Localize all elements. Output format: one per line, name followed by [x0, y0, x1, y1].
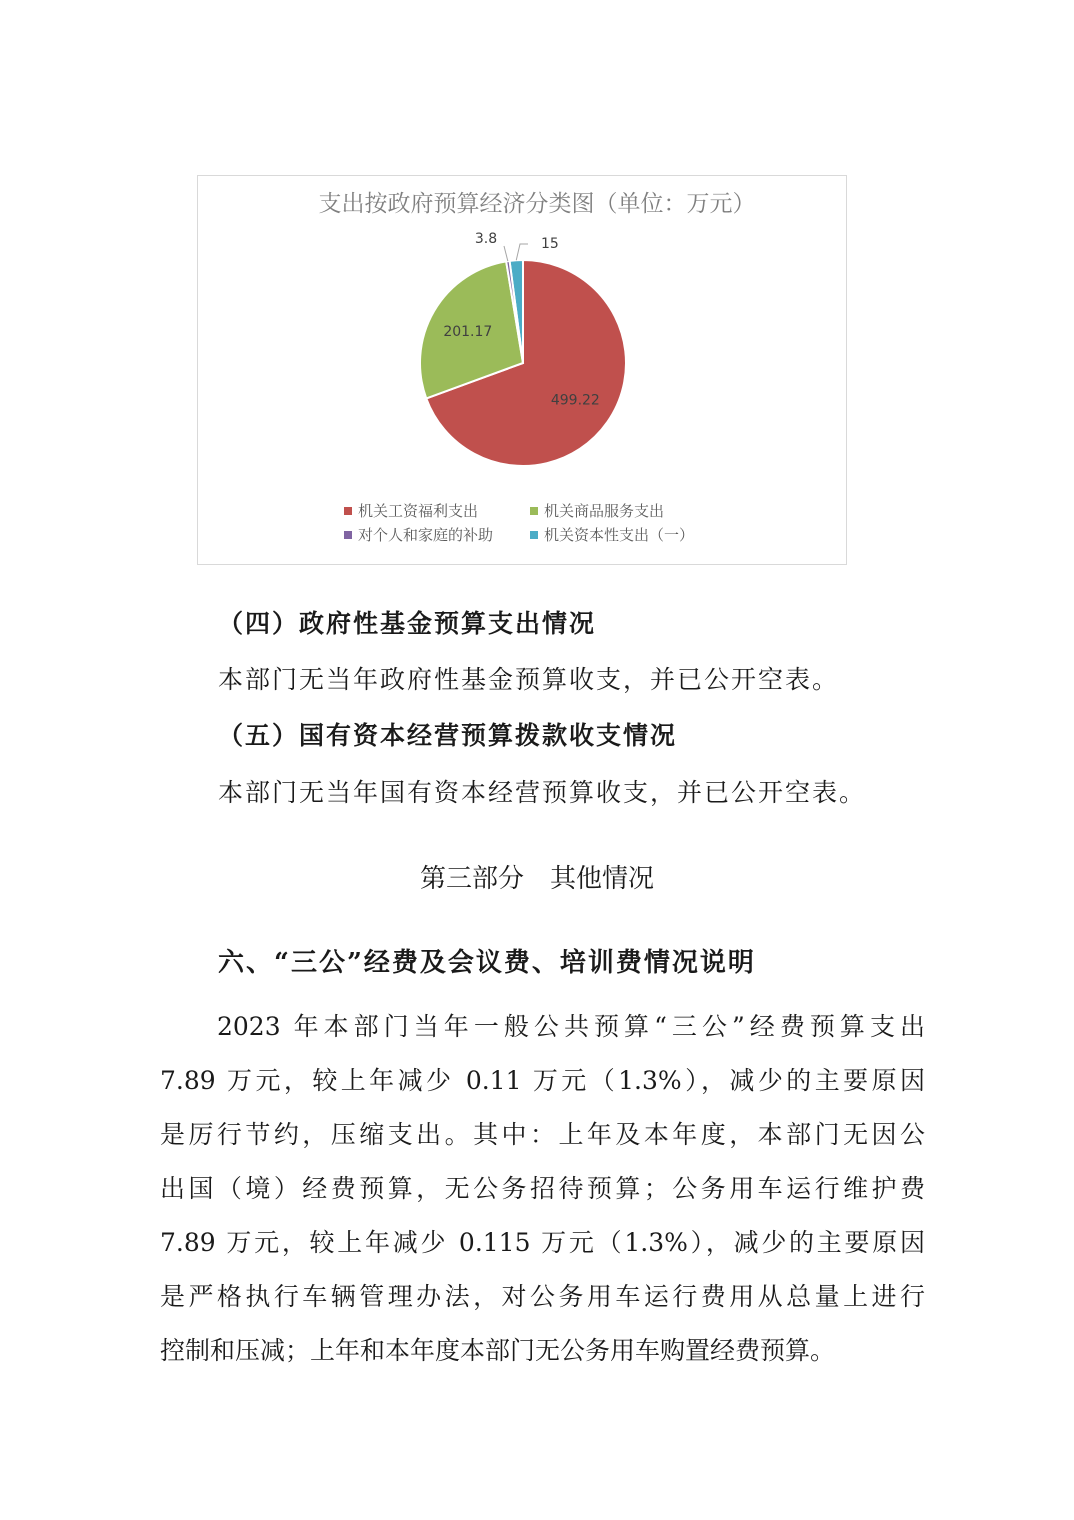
- legend-swatch-goods-services: [530, 507, 538, 515]
- data-label-wage-welfare: 499.22: [550, 392, 600, 409]
- leader-line-household-subsidy: [504, 246, 508, 261]
- paragraph-line: 2023 年本部门当年一般公共预算“三公”经费预算支出: [217, 1012, 925, 1041]
- pie-chart-canvas: [198, 176, 848, 566]
- legend-label-capital: 机关资本性支出（一）: [544, 526, 695, 544]
- chart-title: 支出按政府预算经济分类图（单位：万元）: [318, 191, 756, 217]
- section-5-text: 本部门无当年国有资本经营预算收支，并已公开空表。: [218, 778, 867, 807]
- paragraph-line: 7.89 万元，较上年减少 0.11 万元（1.3%），减少的主要原因: [160, 1066, 925, 1095]
- leader-line-capital: [516, 244, 528, 260]
- data-label-capital: 15: [541, 236, 559, 252]
- data-label-goods-services: 201.17: [443, 323, 493, 340]
- legend-swatch-capital: [530, 531, 538, 539]
- expenditure-pie-chart: [197, 175, 847, 565]
- legend-label-goods-services: 机关商品服务支出: [544, 502, 665, 520]
- section-4-text: 本部门无当年政府性基金预算收支，并已公开空表。: [218, 665, 840, 694]
- data-label-household-subsidy: 3.8: [474, 231, 498, 247]
- section-5-heading: （五）国有资本经营预算拨款收支情况: [218, 721, 678, 750]
- legend-label-wage-welfare: 机关工资福利支出: [358, 502, 479, 520]
- paragraph-line: 7.89 万元，较上年减少 0.115 万元（1.3%），减少的主要原因: [160, 1228, 925, 1257]
- section-4-heading: （四）政府性基金预算支出情况: [218, 609, 597, 638]
- section-6-heading: 六、“三公”经费及会议费、培训费情况说明: [218, 948, 756, 978]
- legend-swatch-household-subsidy: [344, 531, 352, 539]
- paragraph-line: 控制和压减；上年和本年度本部门无公务用车购置经费预算。: [160, 1336, 836, 1365]
- section-6-paragraph: [160, 1000, 925, 1378]
- legend-swatch-wage-welfare: [344, 507, 352, 515]
- paragraph-line: 是厉行节约，压缩支出。其中：上年及本年度，本部门无因公: [160, 1120, 925, 1149]
- paragraph-line: 是严格执行车辆管理办法，对公务用车运行费用从总量上进行: [160, 1282, 925, 1311]
- paragraph-line: 出国（境）经费预算，无公务招待预算；公务用车运行维护费: [160, 1174, 925, 1203]
- legend-label-household-subsidy: 对个人和家庭的补助: [358, 526, 494, 544]
- part-3-title: 第三部分 其他情况: [419, 864, 654, 894]
